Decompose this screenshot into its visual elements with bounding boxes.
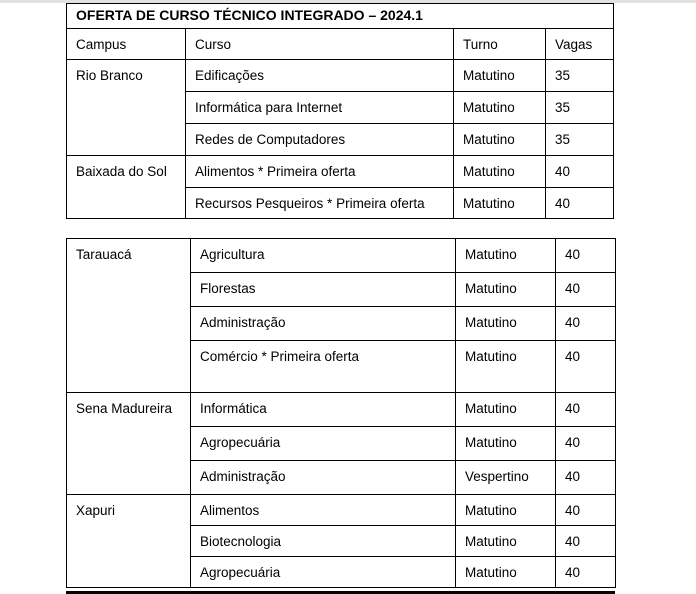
shift-cell: Matutino	[456, 393, 556, 427]
course-row	[67, 60, 614, 92]
course-cell: Florestas	[191, 273, 456, 307]
shift-cell: Matutino	[456, 239, 556, 273]
campus-cell: Rio Branco	[67, 60, 186, 156]
seats-cell: 40	[556, 273, 616, 307]
course-cell: Redes de Computadores	[186, 124, 454, 156]
offer-table-secondary	[66, 238, 616, 588]
seats-cell: 40	[556, 557, 616, 588]
shift-cell: Matutino	[456, 526, 556, 557]
shift-cell: Matutino	[456, 427, 556, 461]
course-row	[67, 239, 616, 273]
course-cell: Biotecnologia	[191, 526, 456, 557]
shift-cell: Matutino	[454, 60, 546, 92]
campus-cell: Baixada do Sol	[67, 156, 186, 219]
seats-cell: 35	[546, 60, 614, 92]
offer-table-primary	[66, 3, 614, 219]
campus-cell: Sena Madureira	[67, 393, 191, 495]
seats-cell: 40	[556, 461, 616, 495]
course-cell: Administração	[191, 307, 456, 341]
course-cell: Alimentos * Primeira oferta	[186, 156, 454, 188]
seats-cell: 40	[556, 341, 616, 393]
shift-cell: Matutino	[454, 156, 546, 188]
seats-cell: 40	[556, 495, 616, 526]
shift-cell: Matutino	[454, 124, 546, 156]
seats-cell: 40	[556, 307, 616, 341]
campus-cell: Tarauacá	[67, 239, 191, 393]
seats-cell: 40	[556, 393, 616, 427]
seats-cell: 35	[546, 92, 614, 124]
offer-table-primary-body	[67, 4, 614, 219]
course-cell: Administração	[191, 461, 456, 495]
column-header-turno: Turno	[454, 29, 546, 60]
course-cell: Edificações	[186, 60, 454, 92]
seats-cell: 35	[546, 124, 614, 156]
shift-cell: Matutino	[456, 273, 556, 307]
shift-cell: Matutino	[456, 341, 556, 393]
course-cell: Agricultura	[191, 239, 456, 273]
shift-cell: Matutino	[456, 307, 556, 341]
offer-table-secondary-body	[67, 239, 616, 588]
column-header-campus: Campus	[67, 29, 186, 60]
course-cell: Informática para Internet	[186, 92, 454, 124]
course-cell: Agropecuária	[191, 557, 456, 588]
shift-cell: Vespertino	[456, 461, 556, 495]
campus-cell: Xapuri	[67, 495, 191, 588]
course-row	[67, 393, 616, 427]
shift-cell: Matutino	[454, 188, 546, 219]
course-cell: Agropecuária	[191, 427, 456, 461]
shift-cell: Matutino	[454, 92, 546, 124]
shift-cell: Matutino	[456, 495, 556, 526]
course-cell: Alimentos	[191, 495, 456, 526]
column-header-curso: Curso	[186, 29, 454, 60]
seats-cell: 40	[556, 239, 616, 273]
course-cell: Comércio * Primeira oferta	[191, 341, 456, 393]
course-row	[67, 156, 614, 188]
seats-cell: 40	[546, 156, 614, 188]
shift-cell: Matutino	[456, 557, 556, 588]
seats-cell: 40	[556, 427, 616, 461]
course-row	[67, 495, 616, 526]
table-title: OFERTA DE CURSO TÉCNICO INTEGRADO – 2024.1	[67, 4, 614, 29]
next-table-top-border	[66, 591, 615, 594]
course-cell: Informática	[191, 393, 456, 427]
seats-cell: 40	[546, 188, 614, 219]
course-cell: Recursos Pesqueiros * Primeira oferta	[186, 188, 454, 219]
seats-cell: 40	[556, 526, 616, 557]
column-header-vagas: Vagas	[546, 29, 614, 60]
